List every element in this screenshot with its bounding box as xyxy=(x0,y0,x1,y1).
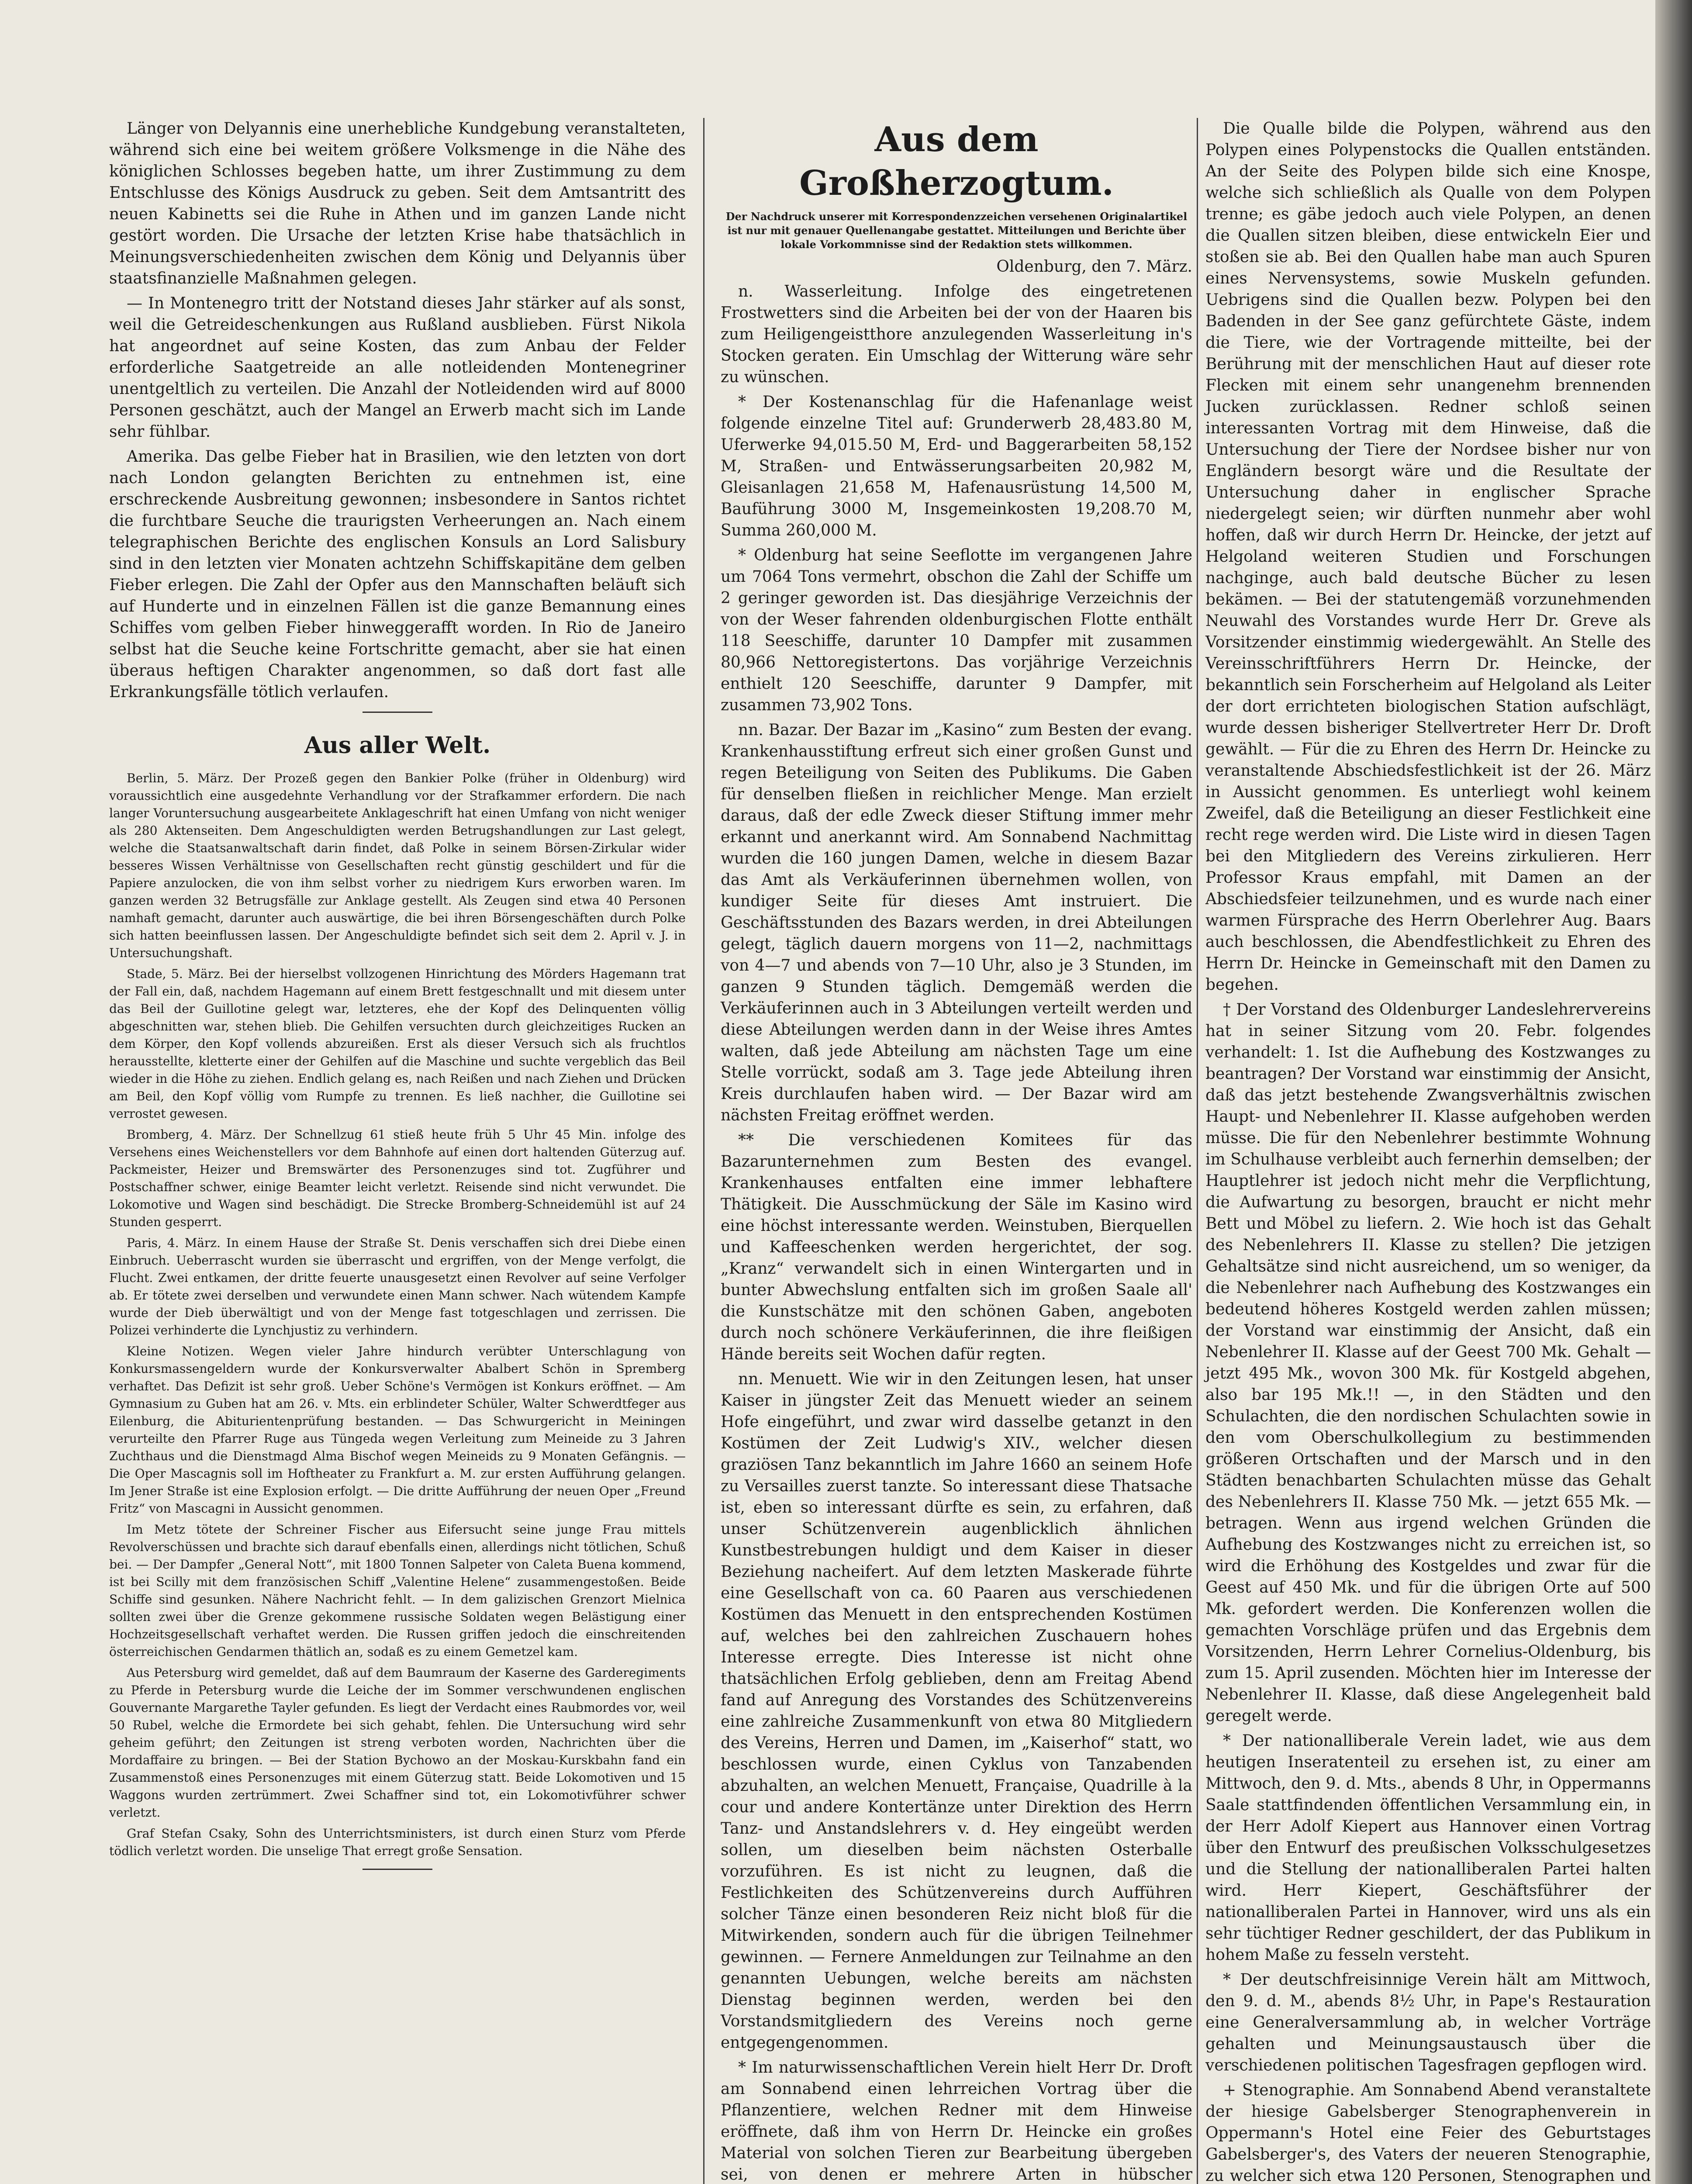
article-paragraph: * Im naturwissenschaftlichen Verein hielt Herr Dr. Droft am Sonnabend einen lehrreichen Vortrag über die Pflanzentiere, welchen Redner mit dem Hinweise eröffnete, daß ihm von Herrn Dr. Heincke ein großes Material von solchen Tieren zur Bearbeitung übergeben sei, von denen er mehrere Arten in hübscher xyxy=(721,2059,1192,2184)
divider xyxy=(363,1869,432,1870)
news-item: Bromberg, 4. März. Der Schnellzug 61 stieß heute früh 5 Uhr 45 Min. infolge des Versehens eines Weichenstellers vor dem Bahnhofe auf einen dort haltenden Güterzug auf. Packmeister, Heizer und Bremswärter des Personenzuges sind tot. Zugführer und Postschaffner schwer, einige Beamter leicht verletzt. Reisende sind nicht verwundet. Die Lokomotive und Wagen sind beschädigt. Die Strecke Bromberg-Schneidemühl ist auf 24 Stunden gesperrt. xyxy=(109,1127,686,1229)
dateline: Oldenburg, den 7. März. xyxy=(996,258,1192,276)
article-paragraph: n. Wasserleitung. Infolge des eingetretenen Frostwetters sind die Arbeiten bei der von der Haaren bis zum Heiligengeistthore anzulegenden Wasserleitung in's Stocken geraten. Ein Umschlag der Witterung wäre sehr zu wünschen. xyxy=(721,283,1192,386)
middle-column xyxy=(721,118,1192,2184)
news-item: Paris, 4. März. In einem Hause der Straße St. Denis verschaffen sich drei Diebe einen Einbruch. Ueberrascht wurden sie überrascht und ergriffen, von der Menge verfolgt, die Flucht. Zwei entkamen, der dritte feuerte unausgesetzt einen Revolver auf seine Verfolger ab. Er tötete zwei derselben und verwundete einen Mann schwer. Nach wütendem Kampfe wurde der Dieb überwältigt und von der Menge fast totgeschlagen und zerrissen. Die Polizei verhinderte die Lynchjustiz zu verhindern. xyxy=(109,1236,686,1337)
article-paragraph: + Stenographie. Am Sonnabend Abend veranstaltete der hiesige Gabelsberger Stenographenverein in Oppermann's Hotel eine Feier des Geburtstages Gabelsberger's, des Vaters der neueren Stenographie, zu welcher sich etwa 120 Personen, Stenographen und xyxy=(1205,2081,1651,2184)
news-item: Aus Petersburg wird gemeldet, daß auf dem Baumraum der Kaserne des Garderegiments zu Pferde in Petersburg wurde die Leiche der im Sommer verschwundenen englischen Gouvernante Margarethe Tayler gefunden. Es liegt der Verdacht eines Raubmordes vor, weil 50 Rubel, welche die Ermordete bei sich gehabt, fehlen. Die Untersuchung wird sehr geheim geführt; den Zeitungen ist streng verboten worden, Nachrichten über die Mordaffaire zu bringen. — Bei der Station Bychowo an der Moskau-Kurskbahn fand ein Zusammenstoß eines Personenzuges mit einem Güterzug statt. Beide Lokomotiven und 15 Waggons wurden zertrümmert. Zwei Schaffner sind tot, ein Lokomotivführer schwer verletzt. xyxy=(109,1666,686,1820)
section-title: Aus aller Welt. xyxy=(304,732,491,759)
column-divider xyxy=(1197,118,1198,2184)
article-paragraph: — In Montenegro tritt der Notstand dieses Jahr stärker auf als sonst, weil die Getreideschenkungen aus Rußland ausblieben. Fürst Nikola hat angeordnet auf seine Kosten, das zum Anbau der Felder erforderliche Saatgetreide an alle notleidenden Montenegriner unentgeltlich zu verteilen. Die Anzahl der Notleidenden wird auf 8000 Personen geschätzt, auch der Mangel an Erwerb macht sich im Lande sehr fühlbar. xyxy=(109,294,686,441)
article-paragraph: * Der nationalliberale Verein ladet, wie aus dem heutigen Inseratenteil zu ersehen ist, zu einer am Mittwoch, den 9. d. Mts., abends 8 Uhr, in Oppermanns Saale stattfindenden öffentlichen Versammlung ein, in der Herr Adolf Kiepert aus Hannover einen Vortrag über den Entwurf des preußischen Volksschulgesetzes und die Stellung der nationalliberalen Partei halten wird. Herr Kiepert, Geschäftsführer der nationalliberalen Partei in Hannover, wird uns als ein sehr tüchtiger Redner geschildert, der das Publikum in hohem Maße zu fesseln versteht. xyxy=(1205,1732,1651,1964)
news-item: Kleine Notizen. Wegen vieler Jahre hindurch verübter Unterschlagung von Konkursmassengeldern wurde der Konkursverwalter Abalbert Schön in Spremberg verhaftet. Das Defizit ist sehr groß. Ueber Schöne's Vermögen ist Konkurs eröffnet. — Am Gymnasium zu Guben hat am 26. v. Mts. ein erblindeter Schüler, Walter Schwerdtfeger aus Eilenburg, die Abiturientenprüfung bestanden. — Das Schwurgericht in Meiningen verurteilte den Pfarrer Ruge aus Tüngeda wegen Verleitung zum Meineide zu 3 Jahren Zuchthaus und die Dienstmagd Alma Bischof wegen Meineids zu 9 Monaten Gefängnis. — Die Oper Mascagnis soll im Hoftheater zu Frankfurt a. M. zur ersten Aufführung gelangen. Im Jener Straße ist eine Explosion erfolgt. — Die dritte Aufführung der neuen Oper „Freund Fritz“ von Mascagni in Aussicht genommen. xyxy=(109,1344,686,1516)
article-paragraph: Länger von Delyannis eine unerhebliche Kundgebung veranstalteten, während sich eine bei weitem größere Volksmenge in die Nähe des königlichen Schlosses begeben hatte, um ihrer Zustimmung zu dem Entschlusse des Königs Ausdruck zu geben. Seit dem Amtsantritt des neuen Kabinetts sei die Ruhe in Athen und im ganzen Lande nicht gestört worden. Die Ursache der letzten Krise habe thatsächlich in Meinungsverschiedenheiten zwischen dem König und Delyannis über staatsfinanzielle Maßnahmen gelegen. xyxy=(109,120,686,287)
news-item: Im Metz tötete der Schreiner Fischer aus Eifersucht seine junge Frau mittels Revolverschüssen und brachte sich darauf ebenfalls einen, allerdings nicht tötlichen, Schuß bei. — Der Dampfer „General Nott“, mit 1800 Tonnen Salpeter von Caleta Buena kommend, ist bei Scilly mit dem französischen Schiff „Valentine Helene“ zusammengestoßen. Beide Schiffe sind gesunken. Nähere Nachricht fehlt. — In dem galizischen Grenzort Mielnica sollten zwei über die Grenze gekommene russische Soldaten wegen Belästigung einer Hochzeitsgesellschaft verhaftet werden. Die Russen griffen jedoch die einschreitenden österreichischen Gendarmen thätlich an, sodaß es zu einem Gemetzel kam. xyxy=(109,1522,686,1659)
article-paragraph: * Der Kostenanschlag für die Hafenanlage weist folgende einzelne Titel auf: Grunderwerb 28,483.80 M, Uferwerke 94,015.50 M, Erd- und Baggerarbeiten 58,152 M, Straßen- und Entwässerungsarbeiten 20,982 M, Gleisanlagen 21,658 M, Hafenausrüstung 14,500 M, Bauführung 3000 M, Insgemeinkosten 19,208.70 M, Summa 260,000 M. xyxy=(721,393,1192,539)
section-masthead: Aus dem Großherzogtum. xyxy=(799,120,1114,203)
article-paragraph: * Oldenburg hat seine Seeflotte im vergangenen Jahre um 7064 Tons vermehrt, obschon die Zahl der Schiffe um 2 geringer geworden ist. Das diesjährige Verzeichnis der von der Weser fahrenden oldenburgischen Flotte enthält 118 Seeschiffe, darunter 10 Dampfer mit zusammen 80,966 Nettoregistertons. Das vorjährige Verzeichnis enthielt 120 Seeschiffe, darunter 9 Dampfer, mit zusammen 73,902 Tons. xyxy=(721,546,1192,714)
column-divider xyxy=(703,118,704,2184)
reprint-notice: Der Nachdruck unserer mit Korrespondenzzeichen versehenen Originalartikel ist nur mit genauer Quellenangabe gestattet. Mitteilungen und Berichte über lokale Vorkommnisse sind der Redaktion stets willkommen. xyxy=(725,210,1188,251)
news-item: Stade, 5. März. Bei der hierselbst vollzogenen Hinrichtung des Mörders Hagemann trat der Fall ein, daß, nachdem Hagemann auf einem Brett festgeschnallt und mit diesem unter das Beil der Guillotine gelegt war, letzteres, ehe der Kopf des Delinquenten völlig abgeschnitten war, stehen blieb. Die Gehilfen versuchten durch gleichzeitiges Rucken an dem Körper, den Kopf vollends abzureißen. Erst als dieser Versuch sich als fruchtlos herausstellte, kletterte einer der Gehilfen auf die Maschine und suchte vergeblich das Beil wieder in die Höhe zu ziehen. Endlich gelang es, nach Reißen und nach Ziehen und Drücken am Beil, den Kopf völlig vom Rumpfe zu trennen. Es ließ nachher, die Guillotine sei verrostet gewesen. xyxy=(109,967,686,1121)
left-column xyxy=(109,118,686,1879)
article-paragraph: Die Qualle bilde die Polypen, während aus den Polypen eines Polypenstocks die Quallen entständen. An der Seite des Polypen bilde sich eine Knospe, welche sich schließlich als Qualle von dem Polypen trenne; es gäbe jedoch auch viele Polypen, an denen die Quallen sitzen bleiben, diese entwickeln Eier und stoßen sie ab. Bei den Quallen habe man auch Spuren eines Nervensystems, sowie Muskeln gefunden. Uebrigens sind die Quallen bezw. Polypen bei den Badenden in der See ganz gefürchtete Gäste, indem die Tiere, wie der Vortragende mitteilte, bei der Berührung mit der menschlichen Haut auf dieser rote Flecken mit einem sehr unangenehm brennenden Jucken zurücklassen. Redner schloß seinen interessanten Vortrag mit dem Hinweise, daß die Untersuchung der Tiere der Nordsee bisher nur von Engländern besorgt wäre und die Resultate der Untersuchung daher in englischer Sprache niedergelegt seien; wir dürften nunmehr aber wohl hoffen, daß wir durch Herrn Dr. Heincke, der jetzt auf Helgoland weiteren Studien und Forschungen nachginge, auch bald deutsche Bücher zu lesen bekämen. — Bei der statutengemäß vorzunehmenden Neuwahl des Vorstandes wurde Herr Dr. Greve als Vorsitzender einstimmig wiedergewählt. An Stelle des Vereinsschriftführers Herrn Dr. Heincke, der bekanntlich sein Forscherheim auf Helgoland als Leiter der dort errichteten biologischen Station aufschlägt, wurde dessen bisheriger Stellvertreter Herr Dr. Droft gewählt. — Für die zu Ehren des Herrn Dr. Heincke zu veranstaltende Abschiedsfestlichkeit ist der 26. März in Aussicht genommen. Es unterliegt wohl keinem Zweifel, daß die Beteiligung an dieser Festlichkeit eine recht rege werden wird. Die Liste wird in diesen Tagen bei den Mitgliedern des Vereins zirkulieren. Herr Professor Kraus empfahl, mit Damen an der Abschiedsfeier teilzunehmen, und es wurde nach einer warmen Fürsprache des Herrn Oberlehrer Aug. Baars auch beschlossen, die Abendfestlichkeit zu Ehren des Herrn Dr. Heincke in Gemeinschaft mit den Damen zu begehen. xyxy=(1205,120,1651,994)
article-paragraph: nn. Bazar. Der Bazar im „Kasino“ zum Besten der evang. Krankenhausstiftung erfreut sich einer großen Gunst und regen Beteiligung von Seiten des Publikums. Die Gaben für denselben fließen in reichlicher Menge. Man erzielt daraus, daß der edle Zweck dieser Stiftung immer mehr erkannt und anerkannt wird. Am Sonnabend Nachmittag wurden die 160 jungen Damen, welche in diesem Bazar das Amt als Verkäuferinnen übernehmen wollen, von kundiger Seite für dieses Amt instruiert. Die Geschäftsstunden des Bazars werden, in drei Abteilungen gelegt, täglich dauern morgens von 11—2, nachmittags von 4—7 und abends von 7—10 Uhr, also je 3 Stunden, im ganzen 9 Stunden täglich. Demgemäß werden die Verkäuferinnen auch in 3 Abteilungen verteilt werden und diese Abteilungen werden dann in der Weise ihres Amtes walten, daß jede Abteilung am nächsten Tage um eine Stelle vorrückt, sodaß am 3. Tage jede Abteilung ihren Kreis durchlaufen haben wird. — Der Bazar wird am nächsten Freitag eröffnet werden. xyxy=(721,721,1192,1124)
news-item: Berlin, 5. März. Der Prozeß gegen den Bankier Polke (früher in Oldenburg) wird voraussichtlich eine ausgedehnte Verhandlung vor der Strafkammer erfordern. Die nach langer Voruntersuchung ausgearbeitete Anklageschrift hat einen Umfang von nicht weniger als 280 Aktenseiten. Dem Angeschuldigten werden Betrugshandlungen zur Last gelegt, welche die Staatsanwaltschaft darin findet, daß Polke in seinem Börsen-Zirkular wider besseres Wissen Verhältnisse von Gesellschaften recht günstig geschildert und für die Papiere anzulocken, die von ihm selbst vorher zu niedrigem Kurs erworben waren. Im ganzen werden 32 Betrugsfälle zur Anklage gestellt. Als Zeugen sind etwa 40 Personen namhaft gemacht, darunter auch auswärtige, die bei ihren Börsengeschäften durch Polke sich hatten beeinflussen lassen. Der Angeschuldigte befindet sich seit dem 2. April v. J. in Untersuchungshaft. xyxy=(109,771,686,960)
article-paragraph: Amerika. Das gelbe Fieber hat in Brasilien, wie den letzten von dort nach London gelangten Berichten zu entnehmen ist, eine erschreckende Ausbreitung gewonnen; insbesondere in Santos richtet die furchtbare Seuche die traurigsten Verheerungen an. Nach einem telegraphischen Berichte des englischen Konsuls an Lord Salisbury sind in den letzten vier Monaten achtzehn Schiffskapitäne dem gelben Fieber erlegen. Die Zahl der Opfer aus den Mannschaften beläuft sich auf Hunderte und in einzelnen Fällen ist die ganze Bemannung eines Schiffes vom gelben Fieber hinweggerafft worden. In Rio de Janeiro selbst hat die Seuche keine Fortschritte gemacht, aber sie hat einen überaus heftigen Charakter angenommen, so daß dort fast alle Erkrankungsfälle tötlich verlaufen. xyxy=(109,448,686,701)
article-paragraph: nn. Menuett. Wie wir in den Zeitungen lesen, hat unser Kaiser in jüngster Zeit das Menuett wieder an seinem Hofe eingeführt, und zwar wird dasselbe getanzt in den Kostümen der Zeit Ludwig's XIV., welcher diesen graziösen Tanz bekanntlich im Jahre 1660 an seinem Hofe zu Versailles zuerst tanzte. So interessant diese Thatsache ist, eben so interessant dürfte es sein, zu erfahren, daß unser Schützenverein augenblicklich ähnlichen Kunstbestrebungen huldigt und dem Kaiser in dieser Beziehung nacheifert. Auf dem letzten Maskerade führte eine Gesellschaft von ca. 60 Paaren aus verschiedenen Kostümen das Menuett in den entsprechenden Kostümen auf, welches bei den zahlreichen Zuschauern hohes Interesse erregte. Dies Interesse ist nicht ohne thatsächlichen Erfolg geblieben, denn am Freitag Abend fand auf Anregung des Vorstandes des Schützenvereins eine zahlreiche Zusammenkunft von etwa 80 Mitgliedern des Vereins, Herren und Damen, im „Kaiserhof“ statt, wo beschlossen wurde, einen Cyklus von Tanzabenden abzuhalten, an welchen Menuett, Française, Quadrille à la cour und andere Kontertänze unter Direktion des Herrn Tanz- und Anstandslehrers v. d. Hey eingeübt werden sollen, um dieselben beim nächsten Osterballe vorzuführen. Es ist nicht zu leugnen, daß die Festlichkeiten des Schützenvereins durch Aufführen solcher Tänze einen besonderen Reiz nicht bloß für die Mitwirkenden, sondern auch für die übrigen Teilnehmer gewinnen. — Fernere Anmeldungen zur Teilnahme an den genannten Uebungen, welche bereits am nächsten Dienstag beginnen werden, werden bei den Vorstandsmitgliedern des Vereins noch gerne entgegengenommen. xyxy=(721,1370,1192,2052)
right-column xyxy=(1205,118,1651,2184)
page-gutter xyxy=(1655,0,1692,2184)
divider xyxy=(363,712,432,713)
article-paragraph: † Der Vorstand des Oldenburger Landeslehrervereins hat in seiner Sitzung vom 20. Febr. folgendes verhandelt: 1. Ist die Aufhebung des Kostzwanges zu beantragen? Der Vorstand war einstimmig der Ansicht, daß das jetzt bestehende Zwangsverhältnis zwischen Haupt- und Nebenlehrer II. Klasse aufgehoben werden müsse. Die für den Nebenlehrer bestimmte Wohnung im Schulhause verbleibt auch fernerhin demselben; der Hauptlehrer ist jedoch nicht mehr die Verpflichtung, die Aufwartung zu besorgen, braucht er nicht mehr Bett und Möbel zu liefern. 2. Wie hoch ist das Gehalt des Nebenlehrers II. Klasse zu stellen? Die jetzigen Gehaltsätze sind nicht ausreichend, um so weniger, da die Nebenlehrer nach Aufhebung des Kostzwanges ein bedeutend höheres Kostgeld werden zahlen müssen; der Vorstand war einstimmig der Ansicht, daß ein Nebenlehrer II. Klasse auf der Geest 700 Mk. Gehalt — jetzt 495 Mk., wovon 300 Mk. für Kostgeld abgehen, also bar 195 Mk.!! —, in den Städten und den Schulachten, die den nordischen Schulachten sowie in den vom Oberschulkollegium zu bestimmenden größeren Ortschaften und der Marsch und in den Städten benachbarten Schulachten müsse das Gehalt des Nebenlehrers II. Klasse 750 Mk. — jetzt 655 Mk. — betragen. Wenn aus irgend welchen Gründen die Aufhebung des Kostzwanges nicht zu erreichen ist, so wird die Erhöhung des Kostgeldes und zwar für die Geest auf 450 Mk. und für die übrigen Orte auf 500 Mk. gefordert werden. Die Konferenzen wollen die gemachten Vorschläge prüfen und das Ergebnis dem Vorsitzenden, Herrn Lehrer Cornelius-Oldenburg, bis zum 15. April zusenden. Möchten hier im Interesse der Nebenlehrer II. Klasse, daß diese Angelegenheit bald geregelt werde. xyxy=(1205,1001,1651,1725)
news-item: Graf Stefan Csaky, Sohn des Unterrichtsministers, ist durch einen Sturz vom Pferde tödlich verletzt worden. Die unselige That erregt große Sensation. xyxy=(109,1826,686,1858)
article-paragraph: * Der deutschfreisinnige Verein hält am Mittwoch, den 9. d. M., abends 8½ Uhr, in Pape's Restauration eine Generalversammlung ab, in welcher Vorträge gehalten und Meinungsaustausch über die verschiedenen politischen Tagesfragen gepflogen wird. xyxy=(1205,1971,1651,2074)
article-paragraph: ** Die verschiedenen Komitees für das Bazarunternehmen zum Besten des evangel. Krankenhauses entfalten eine immer lebhaftere Thätigkeit. Die Ausschmückung der Säle im Kasino wird eine höchst interessante werden. Weinstuben, Bierquellen und Kaffeeschenken werden hergerichtet, der sog. „Kranz“ verwandelt sich in einen Wintergarten und in bunter Abwechslung entfalten sich im großen Saale all' die Kunstschätze mit den schönen Gaben, angeboten durch noch schönere Verkäuferinnen, die ihre fleißigen Hände bereits seit Wochen dafür regten. xyxy=(721,1131,1192,1363)
